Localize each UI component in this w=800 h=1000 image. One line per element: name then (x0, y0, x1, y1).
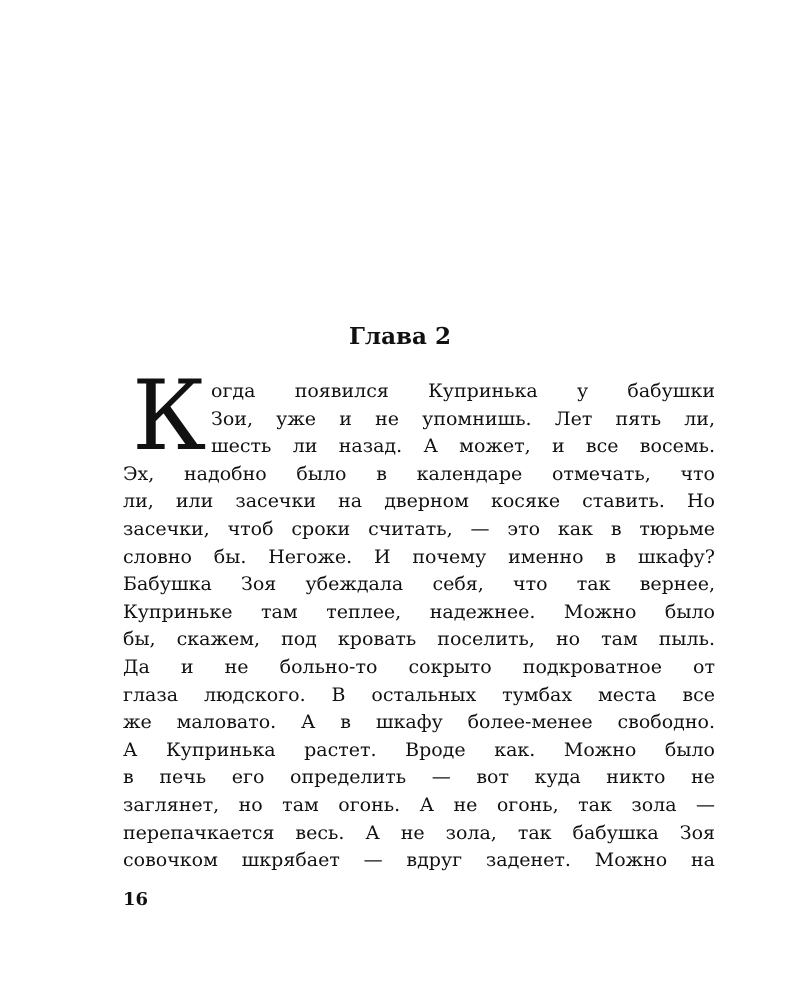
text-line: Бабушка Зоя убеждала себя, что так вернее, (123, 573, 715, 596)
body-text (123, 378, 715, 875)
text-line: ли, или засечки на дверном косяке ставить. Но (123, 490, 715, 513)
text-line: бы, скажем, под кровать поселить, но там пыль. (123, 628, 715, 651)
text-line: глаза людского. В остальных тумбах места все (123, 683, 715, 706)
text-line: заглянет, но там огонь. А не огонь, так зола — (123, 793, 715, 816)
text-line: Эх, надобно было в календаре отмечать, что (123, 462, 715, 485)
text-line: же маловато. А в шкафу более-менее свободно. (123, 711, 715, 734)
text-line: совочком шкрябает — вдруг заденет. Можно на (123, 849, 715, 872)
page-number: 16 (123, 889, 149, 910)
text-line: Да и не больно-то сокрыто подкроватное от (123, 655, 715, 678)
text-line: огда появился Купринька у бабушки (211, 380, 715, 402)
text-line: в печь его определить — вот куда никто не (123, 766, 715, 789)
text-line: засечки, чтоб сроки считать, — это как в тюрьме (123, 517, 715, 540)
text-line: А Купринька растет. Вроде как. Можно было (123, 738, 715, 761)
text-line: Зои, уже и не упомнишь. Лет пять ли, (211, 407, 715, 430)
text-line: словно бы. Негоже. И почему именно в шкафу? (123, 545, 715, 568)
text-line: шесть ли назад. А может, и все восемь. (211, 435, 715, 458)
text-line: перепачкается весь. А не зола, так бабушка Зоя (123, 821, 715, 844)
text-line: Куприньке там теплее, надежнее. Можно было (123, 600, 715, 623)
chapter-title: Глава 2 (349, 323, 451, 350)
drop-cap: К (132, 360, 207, 472)
